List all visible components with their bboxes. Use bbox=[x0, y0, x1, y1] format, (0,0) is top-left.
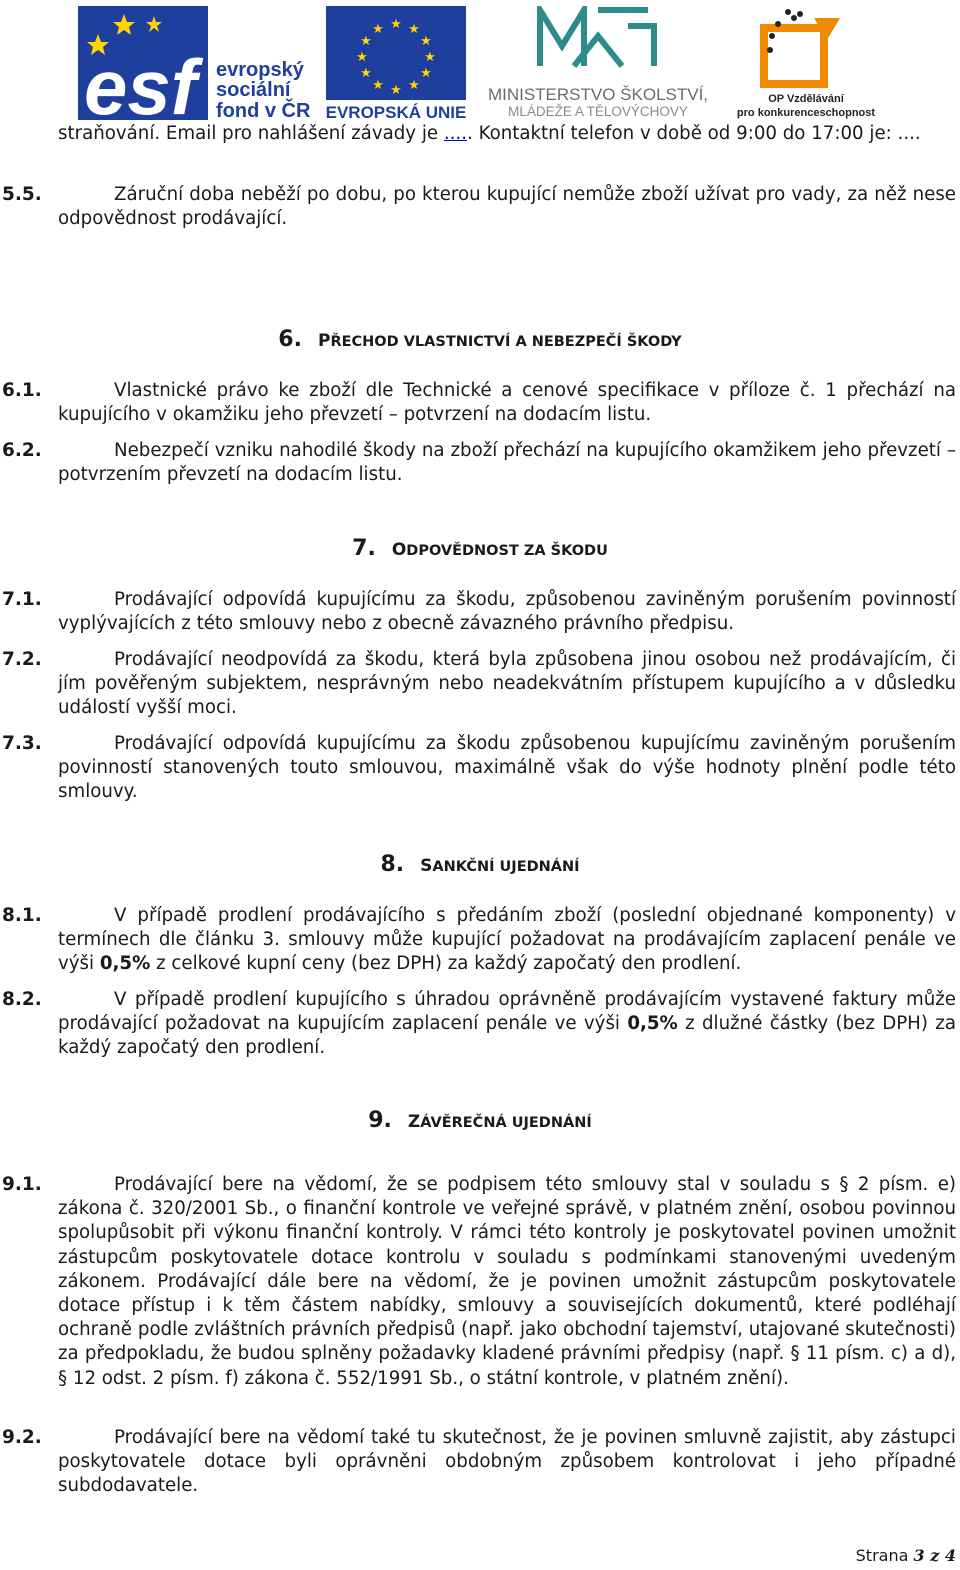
clause-8-2-post: z dlužné částky (bez DPH) za každý započatý den prodlení. bbox=[58, 1013, 956, 1059]
esf-line3: fond v ČR bbox=[216, 100, 311, 120]
svg-text:★: ★ bbox=[372, 78, 384, 93]
h6-rest: ŘECHOD VLASTNICTVÍ A NEBEZPEČÍ ŠKODY bbox=[330, 334, 682, 350]
clause-6-2-text: Nebezpečí vzniku nahodilé škody na zboží přechází na kupujícího okamžikem jeho převzetí – potvrzením převzetí na dodacím listu. bbox=[58, 440, 956, 486]
clause-8-1-post: z celkové kupní ceny (bez DPH) za každý započatý den prodlení. bbox=[150, 953, 742, 975]
p54-post: . Kontaktní telefon v době od 9:00 do 17:00 je: .... bbox=[467, 123, 921, 144]
op-line1: OP Vzdělávání bbox=[768, 93, 844, 105]
clause-7-1 bbox=[58, 588, 956, 636]
clause-9-2 bbox=[58, 1426, 956, 1499]
h8-first: S bbox=[420, 856, 433, 876]
svg-text:★: ★ bbox=[372, 22, 384, 37]
section-number-8: 8. bbox=[380, 852, 405, 877]
svg-text:★: ★ bbox=[408, 22, 420, 37]
clause-8-1-rate: 0,5% bbox=[99, 953, 151, 975]
paragraph-5-4-continuation bbox=[58, 122, 956, 146]
email-link[interactable]: .... bbox=[443, 123, 467, 144]
clause-7-3 bbox=[58, 732, 956, 805]
clause-7-2 bbox=[58, 648, 956, 721]
h9-first: Z bbox=[407, 1112, 421, 1132]
clause-6-1-text: Vlastnické právo ke zboží dle Technické a cenové specifikace v příloze č. 1 přechází na kupujícího v okamžiku jeho převzetí – potvrzení na dodacím listu. bbox=[58, 380, 956, 426]
h9-rest: ÁVĚREČNÁ UJEDNÁNÍ bbox=[420, 1115, 592, 1131]
clause-number-9-2: 9.2. bbox=[2, 1427, 42, 1448]
clause-8-2-pre: V případě prodlení kupujícího s úhradou oprávněně prodávajícím vystavené faktury může prodávající požadovat na kupujícím zaplacení penále ve výši bbox=[58, 989, 956, 1035]
clause-8-1-pre: V případě prodlení prodávajícího s předáním zboží (poslední objednané komponenty) v termínech dle článku 3. smlouvy může kupující požadovat na prodávajícím zaplacení penále ve výši bbox=[58, 905, 956, 975]
msmt-logo bbox=[478, 6, 718, 120]
msmt-line2: MLÁDEŽE A TĚLOVÝCHOVY bbox=[508, 104, 688, 119]
clause-number-8-2: 8.2. bbox=[2, 989, 42, 1010]
clause-7-2-text: Prodávající neodpovídá za škodu, která byla způsobena jinou osobou než prodávajícím, či jím pověřeným subjektem, nesprávným nebo neadekvátním přístupem kupujícího a v důsledku událostí vyšší moci. bbox=[58, 649, 956, 719]
clause-9-1 bbox=[58, 1173, 956, 1391]
clause-9-1-text: Prodávající bere na vědomí, že se podpisem této smlouvy stal v souladu s § 2 písm. e) zákona č. 320/2001 Sb., o finanční kontrole ve veřejné správě, v platném znění, osobou povinnou spolupůsobit při výkonu finanční kontroly. V rámci této kontroly je poskytovatel povinen umožnit zástupcům poskytovatele dotace kontrolu v souladu s podmínkami stanovenými uvedeným zákonem. Prodávající dále bere na vědomí, že je povinen umožnit zástupcům poskytovatele dotace přístup i k těm částem nabídky, smlouvy a souvisejících dokumentů, které podléhají ochraně podle zvláštních právních předpisů (např. jako obchodní tajemství, utajované skutečnosti) za předpokladu, že budou splněny požadavky kladené právními předpisy (např. § 11 písm. c) a d), § 12 odst. 2 písm. f) zákona č. 552/1991 Sb., o státní kontrole, v platném znění). bbox=[58, 1174, 956, 1389]
clause-number-8-1: 8.1. bbox=[2, 905, 42, 926]
svg-text:★: ★ bbox=[360, 34, 372, 49]
msmt-line1: MINISTERSTVO ŠKOLSTVÍ, bbox=[487, 85, 709, 104]
h6-first: P bbox=[317, 331, 331, 351]
clause-6-1 bbox=[58, 379, 956, 427]
esf-line1: evropský bbox=[216, 59, 304, 81]
op-vk-logo bbox=[728, 6, 888, 120]
p54-pre: straňování. Email pro nahlášení závady je bbox=[58, 123, 444, 144]
clause-7-1-text: Prodávající odpovídá kupujícímu za škodu, způsobenou zaviněným porušením povinností vyplývajících z této smlouvy nebo z obecně závazného právního předpisu. bbox=[58, 589, 956, 635]
section-heading-6 bbox=[0, 327, 960, 352]
svg-text:★: ★ bbox=[390, 83, 402, 98]
clause-8-2-rate: 0,5% bbox=[627, 1013, 678, 1035]
page-footer bbox=[856, 1546, 956, 1565]
clause-number-7-1: 7.1. bbox=[2, 589, 42, 610]
svg-text:★: ★ bbox=[408, 78, 420, 93]
section-heading-9 bbox=[0, 1108, 960, 1133]
h8-rest: ANKČNÍ UJEDNÁNÍ bbox=[432, 859, 580, 875]
section-number-7: 7. bbox=[352, 536, 376, 561]
svg-text:★: ★ bbox=[360, 66, 372, 81]
clause-number-5-5: 5.5. bbox=[2, 184, 42, 205]
svg-text:esf: esf bbox=[84, 43, 197, 120]
clause-8-1 bbox=[58, 904, 956, 977]
eu-flag-logo bbox=[326, 6, 466, 120]
footer-prefix: Strana bbox=[855, 1546, 914, 1565]
svg-text:★: ★ bbox=[424, 50, 436, 65]
svg-text:★: ★ bbox=[420, 66, 432, 81]
section-number-9: 9. bbox=[368, 1108, 392, 1133]
header-logos bbox=[76, 6, 886, 122]
svg-text:★: ★ bbox=[420, 34, 432, 49]
footer-total: 4 bbox=[944, 1546, 956, 1565]
clause-number-7-3: 7.3. bbox=[2, 733, 42, 754]
footer-mid: z bbox=[924, 1546, 945, 1565]
op-line2: pro konkurenceschopnost bbox=[736, 107, 876, 119]
svg-text:★: ★ bbox=[356, 50, 368, 65]
clause-6-2 bbox=[58, 439, 956, 487]
footer-page: 3 bbox=[913, 1546, 925, 1565]
esf-line2: sociální bbox=[216, 79, 291, 101]
esf-logo bbox=[76, 6, 316, 120]
h7-rest: DPOVĚDNOST ZA ŠKODU bbox=[406, 543, 608, 559]
clause-number-9-1: 9.1. bbox=[2, 1174, 42, 1195]
clause-number-6-2: 6.2. bbox=[2, 440, 42, 461]
h7-first: O bbox=[391, 540, 407, 560]
clause-5-5-text: Záruční doba neběží po dobu, po kterou kupující nemůže zboží užívat pro vady, za něž nese odpovědnost prodávající. bbox=[58, 184, 956, 230]
svg-text:★: ★ bbox=[390, 17, 402, 32]
section-number-6: 6. bbox=[278, 327, 302, 352]
clause-9-2-text: Prodávající bere na vědomí také tu skutečnost, že je povinen smluvně zajistit, aby zástupci poskytovatele dotace byli oprávněni obdobným způsobem kontrolovat i jeho případné subdodavatele. bbox=[58, 1427, 956, 1497]
clause-5-5 bbox=[58, 183, 956, 231]
clause-number-7-2: 7.2. bbox=[2, 649, 42, 670]
clause-8-2 bbox=[58, 988, 956, 1061]
clause-7-3-text: Prodávající odpovídá kupujícímu za škodu způsobenou kupujícímu zaviněným porušením povinností stanovených touto smlouvou, maximálně však do výše hodnoty plnění podle této smlouvy. bbox=[58, 733, 956, 803]
section-heading-7 bbox=[0, 536, 960, 561]
clause-number-6-1: 6.1. bbox=[2, 380, 42, 401]
eu-caption: EVROPSKÁ UNIE bbox=[326, 103, 466, 120]
section-heading-8 bbox=[0, 852, 960, 877]
